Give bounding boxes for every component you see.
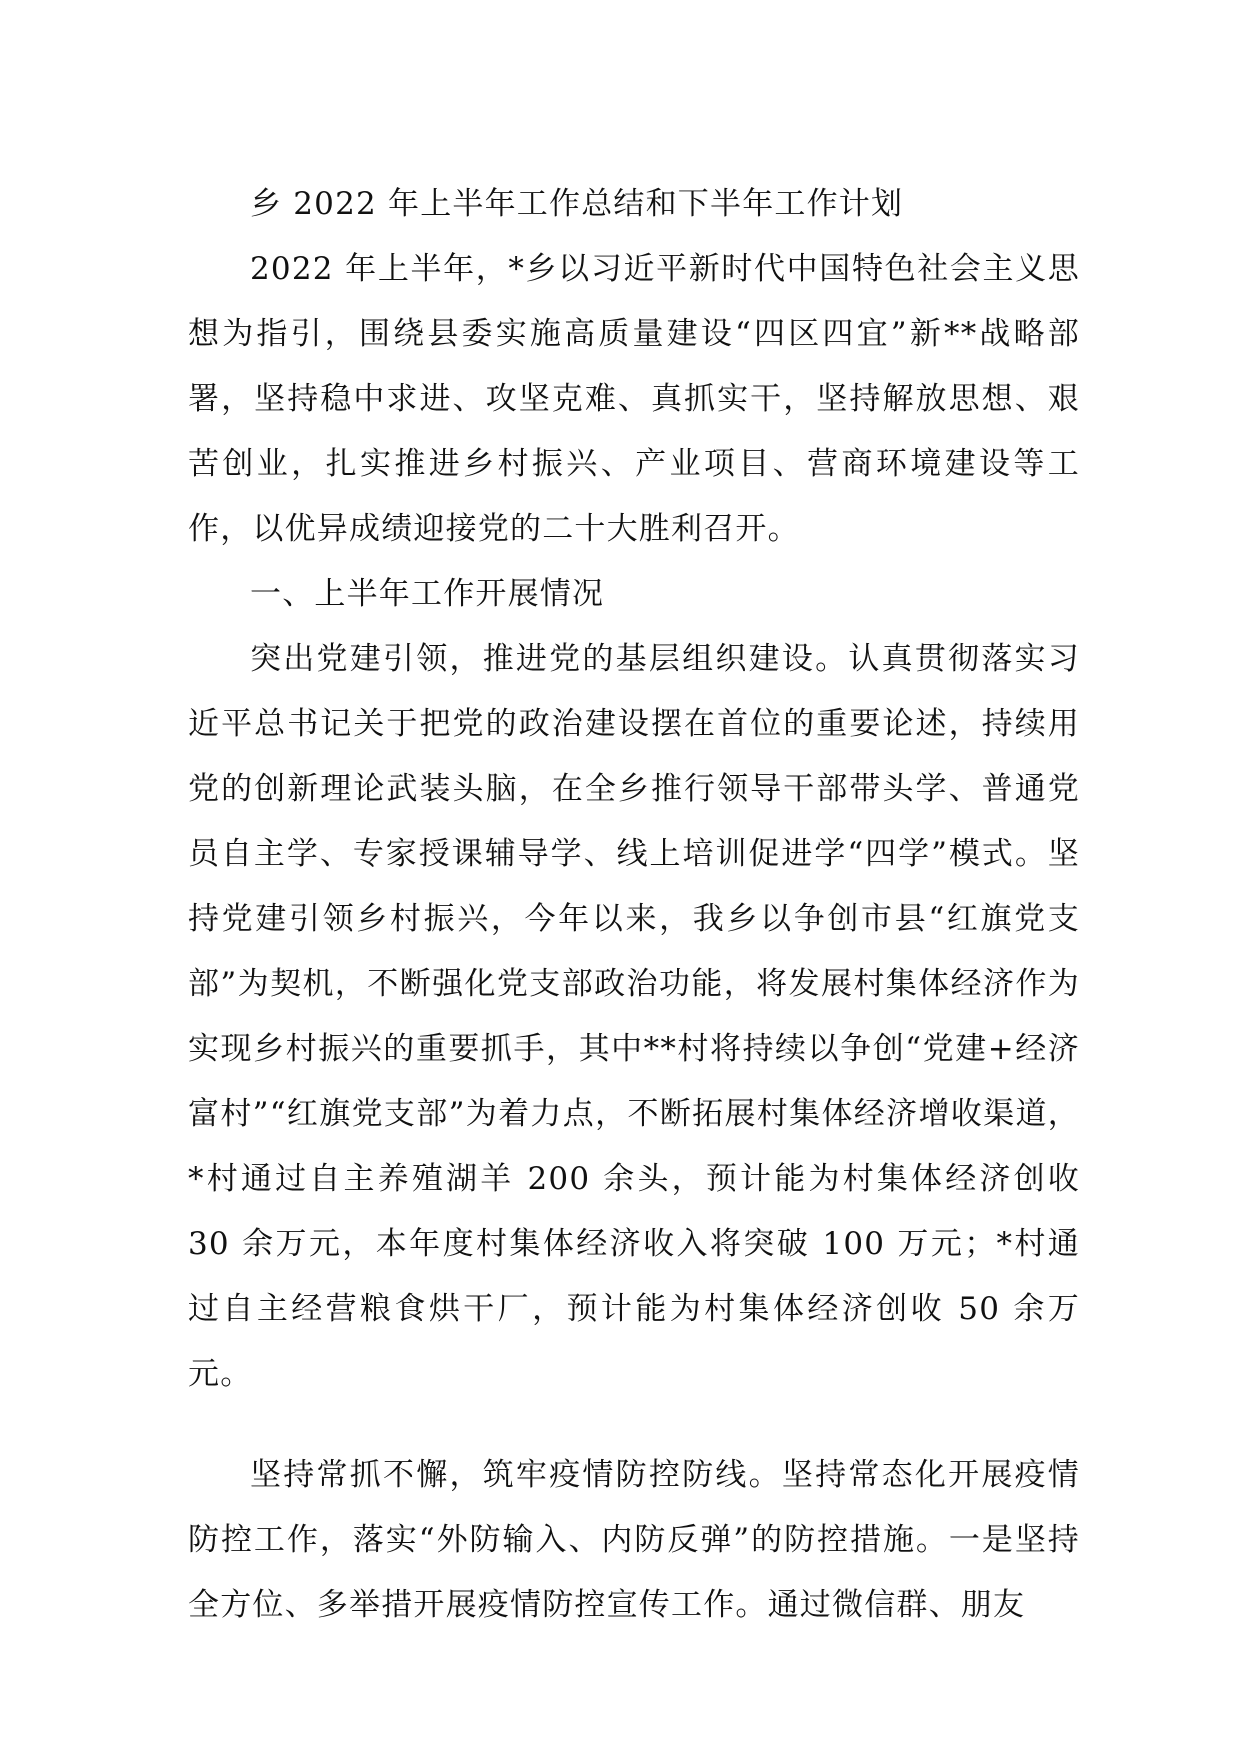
paragraph-epidemic-control: 坚持常抓不懈，筑牢疫情防控防线。坚持常态化开展疫情防控工作，落实“外防输入、内防反弹”的防控措施。一是坚持全方位、多举措开展疫情防控宣传工作。通过微信群、朋友 — [188, 1457, 1080, 1623]
paragraph-intro: 2022 年上半年，*乡以习近平新时代中国特色社会主义思想为指引，围绕县委实施高质量建设“四区四宜”新**战略部署，坚持稳中求进、攻坚克难、真抓实干，坚持解放思想、艰苦创业，扎实推进乡村振兴、产业项目、营商环境建设等工作，以优异成绩迎接党的二十大胜利召开。 — [188, 251, 1080, 547]
document-body — [188, 172, 1080, 1638]
document-title: 乡 2022 年上半年工作总结和下半年工作计划 — [250, 186, 904, 222]
paragraph-party-building: 突出党建引领，推进党的基层组织建设。认真贯彻落实习近平总书记关于把党的政治建设摆在首位的重要论述，持续用党的创新理论武装头脑，在全乡推行领导干部带头学、普通党员自主学、专家授课辅导学、线上培训促进学“四学”模式。坚持党建引领乡村振兴，今年以来，我乡以争创市县“红旗党支部”为契机，不断强化党支部政治功能，将发展村集体经济作为实现乡村振兴的重要抓手，其中**村将持续以争创“党建+经济富村”“红旗党支部”为着力点，不断拓展村集体经济增收渠道，*村通过自主养殖湖羊 200 余头，预计能为村集体经济创收 30 余万元，本年度村集体经济收入将突破 100 万元；*村通过自主经营粮食烘干厂，预计能为村集体经济创收 50 余万元。 — [188, 641, 1080, 1392]
section-heading: 一、上半年工作开展情况 — [250, 576, 605, 612]
